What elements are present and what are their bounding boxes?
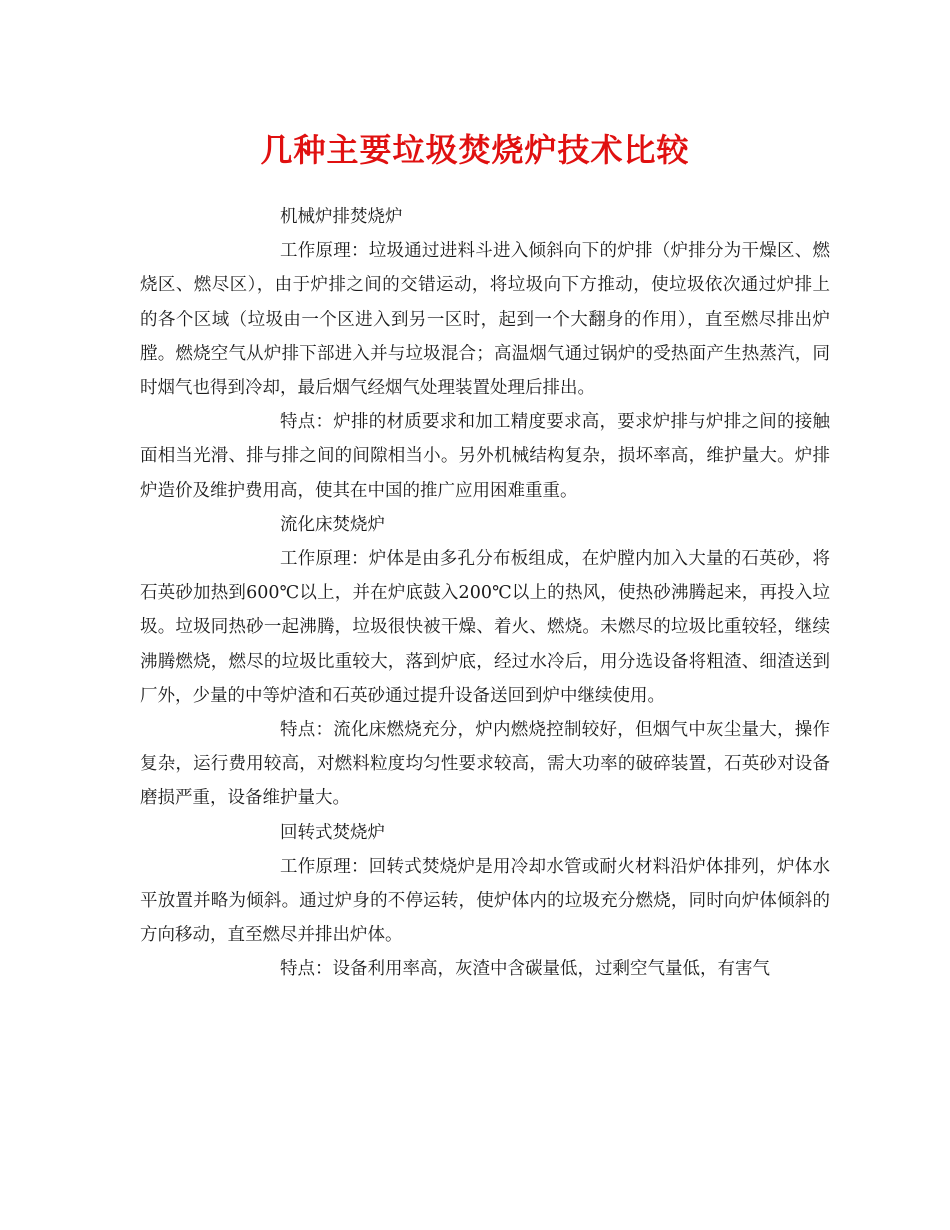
section-grate-incinerator [140,200,830,508]
section-features: 特点：炉排的材质要求和加工精度要求高，要求炉排与炉排之间的接触面相当光滑、排与排之间的间隙相当小。另外机械结构复杂，损坏率高，维护量大。炉排炉造价及维护费用高，使其在中国的推广应用困难重重。 [140,412,830,501]
section-heading: 流化床焚烧炉 [280,514,385,535]
document-body [140,200,830,987]
section-principle: 工作原理：炉体是由多孔分布板组成，在炉膛内加入大量的石英砂，将石英砂加热到600℃以上，并在炉底鼓入200℃以上的热风，使热砂沸腾起来，再投入垃圾。垃圾同热砂一起沸腾，垃圾很快被干燥、着火、燃烧。未燃尽的垃圾比重较轻，继续沸腾燃烧，燃尽的垃圾比重较大，落到炉底，经过水冷后，用分选设备将粗渣、细渣送到厂外，少量的中等炉渣和石英砂通过提升设备送回到炉中继续使用。 [140,549,830,706]
section-principle: 工作原理：垃圾通过进料斗进入倾斜向下的炉排（炉排分为干燥区、燃烧区、燃尽区），由于炉排之间的交错运动，将垃圾向下方推动，使垃圾依次通过炉排上的各个区域（垃圾由一个区进入到另一区时，起到一个大翻身的作用），直至燃尽排出炉膛。燃烧空气从炉排下部进入并与垃圾混合；高温烟气通过锅炉的受热面产生热蒸汽，同时烟气也得到冷却，最后烟气经烟气处理装置处理后排出。 [140,241,830,399]
section-heading: 回转式焚烧炉 [280,822,385,843]
document-title: 几种主要垃圾焚烧炉技术比较 [260,131,690,169]
section-fluidized-bed-incinerator [140,508,830,816]
section-rotary-kiln-incinerator [140,816,830,987]
section-features: 特点：设备利用率高，灰渣中含碳量低，过剩空气量低，有害气 [280,959,770,980]
section-principle: 工作原理：回转式焚烧炉是用冷却水管或耐火材料沿炉体排列，炉体水平放置并略为倾斜。通过炉身的不停运转，使炉体内的垃圾充分燃烧，同时向炉体倾斜的方向移动，直至燃尽并排出炉体。 [140,856,830,946]
section-heading: 机械炉排焚烧炉 [280,207,403,227]
section-features: 特点：流化床燃烧充分，炉内燃烧控制较好，但烟气中灰尘量大，操作复杂，运行费用较高，对燃料粒度均匀性要求较高，需大功率的破碎装置，石英砂对设备磨损严重，设备维护量大。 [140,720,830,809]
